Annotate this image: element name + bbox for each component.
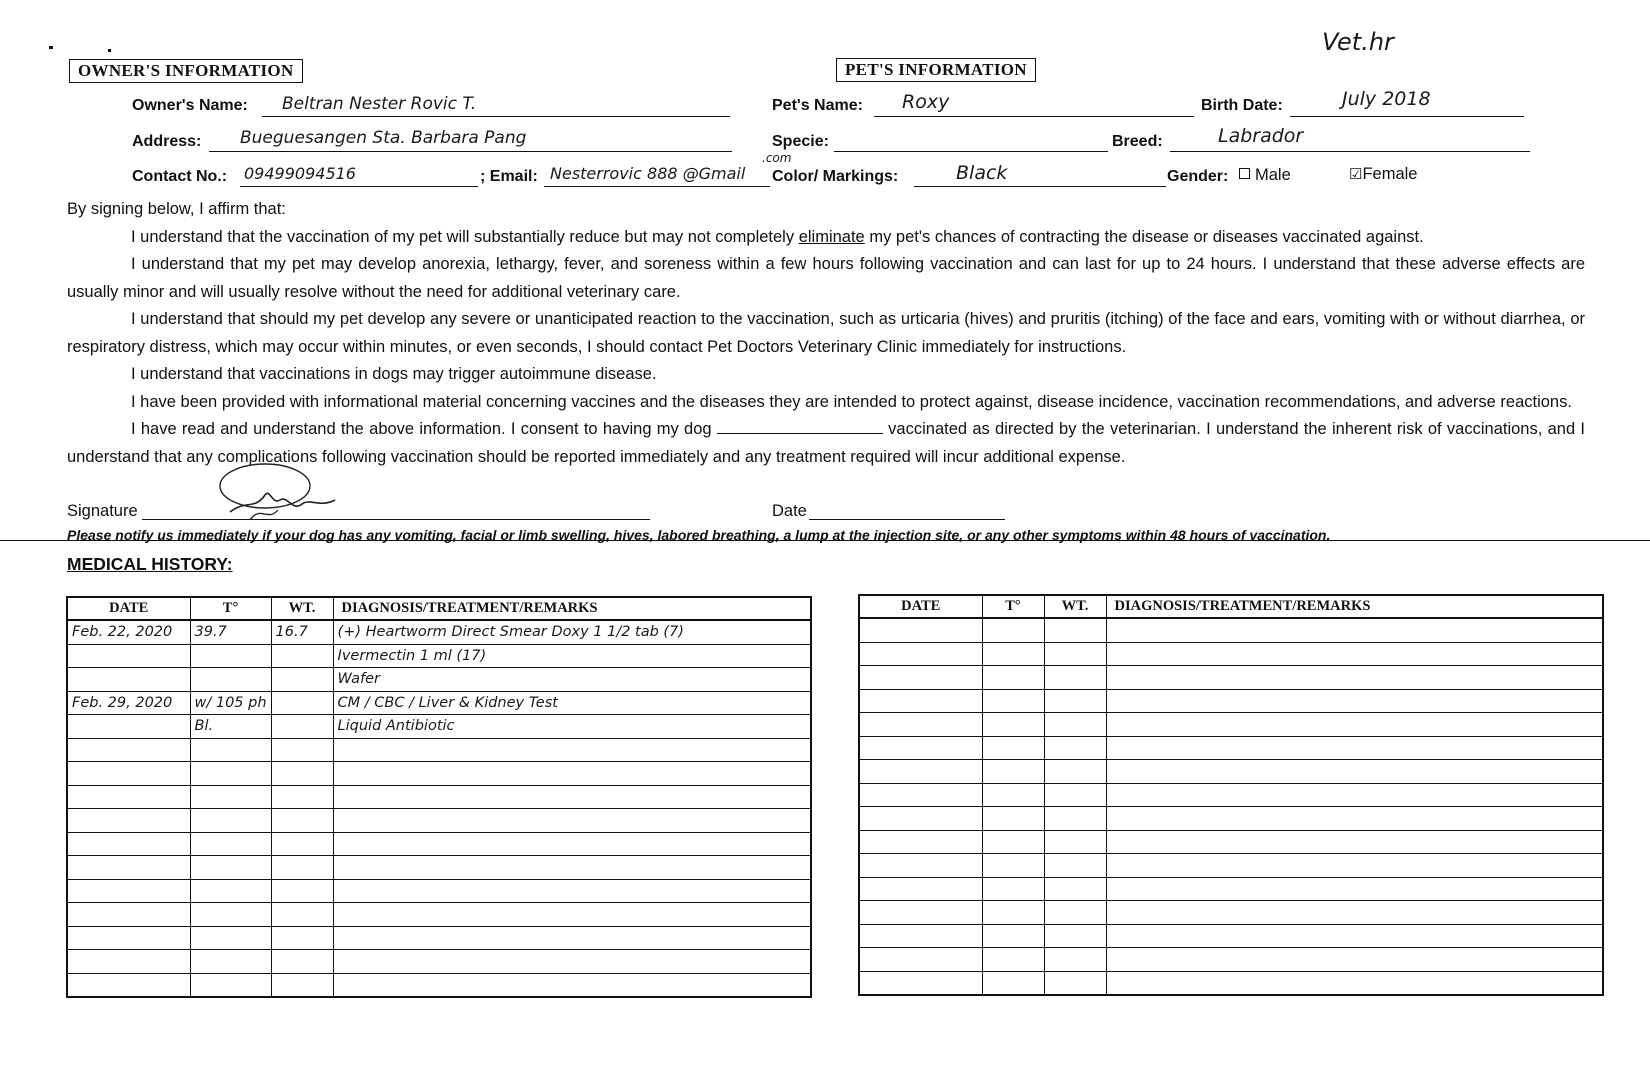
consent-paragraph-1: I understand that the vaccination of my pet will substantially reduce but may not completely eliminate my pet's chances of contracting the disease or diseases vaccinated against. <box>131 227 1424 246</box>
diagnosis-cell[interactable] <box>1106 666 1603 690</box>
col-diagnosis: DIAGNOSIS/TREATMENT/REMARKS <box>1106 595 1603 618</box>
contact-line <box>240 186 478 187</box>
temp-cell[interactable] <box>982 760 1044 784</box>
weight-cell[interactable] <box>271 715 333 739</box>
consent-paragraph-3: I understand that should my pet develop any severe or unanticipated reaction to the vaccination, such as urticaria (hives) and pruritis (itching) of the face and ears, vomiting with or without diarrhea, or respiratory distress, which may occur within minutes, or even seconds, I should contact Pet Doctors Veterinary Clinic immediately for instructions. <box>67 310 1585 356</box>
gender-male-option[interactable] <box>1239 166 1291 185</box>
table-row <box>67 668 811 692</box>
col-weight: WT. <box>1044 595 1106 618</box>
temp-cell[interactable]: 39.7 <box>190 620 271 644</box>
top-note: Vet.hr <box>1322 28 1394 56</box>
diagnosis-cell[interactable] <box>333 809 811 833</box>
diagnosis-cell[interactable] <box>333 926 811 950</box>
temp-cell[interactable] <box>982 736 1044 760</box>
table-row <box>859 666 1603 690</box>
date-cell[interactable] <box>67 809 190 833</box>
diagnosis-cell[interactable] <box>1106 854 1603 878</box>
address-field[interactable]: Bueguesangen Sta. Barbara Pang <box>240 128 527 148</box>
table-row <box>859 783 1603 807</box>
weight-cell[interactable] <box>1044 830 1106 854</box>
date-cell[interactable] <box>859 901 982 925</box>
temp-cell[interactable] <box>982 948 1044 972</box>
temp-cell[interactable] <box>982 830 1044 854</box>
date-cell[interactable] <box>67 832 190 856</box>
date-cell[interactable] <box>859 689 982 713</box>
table-row <box>67 832 811 856</box>
table-row <box>67 856 811 880</box>
birth-date-field[interactable]: July 2018 <box>1342 88 1431 110</box>
temp-cell[interactable] <box>190 668 271 692</box>
owner-name-line <box>262 116 730 117</box>
diagnosis-cell[interactable] <box>333 879 811 903</box>
date-cell[interactable] <box>859 618 982 642</box>
diagnosis-cell[interactable] <box>1106 642 1603 666</box>
table-row <box>859 760 1603 784</box>
date-cell[interactable] <box>859 877 982 901</box>
email-line <box>544 186 770 187</box>
date-cell[interactable] <box>67 644 190 668</box>
diagnosis-cell[interactable] <box>333 832 811 856</box>
diagnosis-cell[interactable] <box>333 973 811 997</box>
weight-cell[interactable] <box>1044 901 1106 925</box>
date-cell[interactable] <box>67 715 190 739</box>
diagnosis-cell[interactable]: Ivermectin 1 ml (17) <box>333 644 811 668</box>
left-table-body <box>67 620 811 997</box>
table-row <box>67 762 811 786</box>
diagnosis-cell[interactable]: (+) Heartworm Direct Smear Doxy 1 1/2 tab (7) <box>333 620 811 644</box>
table-row <box>859 713 1603 737</box>
diagnosis-cell[interactable] <box>1106 760 1603 784</box>
temp-cell[interactable] <box>190 832 271 856</box>
date-cell[interactable] <box>859 666 982 690</box>
gender-male-text: Male <box>1255 166 1291 184</box>
breed-line <box>1170 151 1530 152</box>
diagnosis-cell[interactable] <box>1106 689 1603 713</box>
temp-cell[interactable] <box>190 879 271 903</box>
weight-cell[interactable] <box>1044 807 1106 831</box>
pet-info-title: PET'S INFORMATION <box>836 58 1036 82</box>
diagnosis-cell[interactable] <box>1106 713 1603 737</box>
temp-cell[interactable] <box>982 924 1044 948</box>
date-cell[interactable] <box>859 760 982 784</box>
table-row <box>859 854 1603 878</box>
diagnosis-cell[interactable]: Wafer <box>333 668 811 692</box>
weight-cell[interactable] <box>1044 666 1106 690</box>
date-cell[interactable] <box>859 948 982 972</box>
diagnosis-cell[interactable] <box>1106 948 1603 972</box>
signature-scribble <box>210 460 350 530</box>
right-table-body <box>859 618 1603 995</box>
diagnosis-cell[interactable] <box>1106 877 1603 901</box>
scan-speck <box>49 46 53 49</box>
medical-history-table-right <box>858 594 1604 996</box>
temp-cell[interactable] <box>190 903 271 927</box>
color-markings-line <box>914 186 1166 187</box>
table-row <box>859 901 1603 925</box>
table-row <box>859 689 1603 713</box>
diagnosis-cell[interactable] <box>333 785 811 809</box>
diagnosis-cell[interactable] <box>1106 736 1603 760</box>
table-row <box>859 971 1603 995</box>
table-row <box>67 738 811 762</box>
diagnosis-cell[interactable] <box>333 762 811 786</box>
color-markings-field[interactable]: Black <box>956 162 1008 184</box>
diagnosis-cell[interactable]: Liquid Antibiotic <box>333 715 811 739</box>
table-row <box>859 830 1603 854</box>
date-cell[interactable] <box>859 830 982 854</box>
contact-field[interactable]: 09499094516 <box>244 164 356 183</box>
temp-cell[interactable] <box>982 877 1044 901</box>
gender-label: Gender: <box>1167 168 1229 185</box>
date-cell[interactable] <box>67 668 190 692</box>
temp-cell[interactable] <box>190 738 271 762</box>
dog-name-blank[interactable] <box>717 419 883 434</box>
weight-cell[interactable] <box>271 668 333 692</box>
specie-line <box>834 151 1108 152</box>
owner-info-title: OWNER'S INFORMATION <box>69 59 303 83</box>
consent-text <box>67 196 1585 471</box>
date-cell[interactable] <box>67 879 190 903</box>
consent-paragraph-4: I understand that vaccinations in dogs may trigger autoimmune disease. <box>131 365 657 383</box>
diagnosis-cell[interactable] <box>1106 901 1603 925</box>
scan-speck <box>108 49 111 52</box>
temp-cell[interactable] <box>982 689 1044 713</box>
weight-cell[interactable] <box>271 738 333 762</box>
date-cell[interactable] <box>859 924 982 948</box>
weight-cell[interactable] <box>271 785 333 809</box>
table-row <box>67 973 811 997</box>
weight-cell[interactable] <box>1044 618 1106 642</box>
table-row <box>859 948 1603 972</box>
table-row <box>67 903 811 927</box>
owner-name-label: Owner's Name: <box>132 97 248 114</box>
weight-cell[interactable] <box>271 879 333 903</box>
weight-cell[interactable] <box>1044 877 1106 901</box>
diagnosis-cell[interactable] <box>1106 783 1603 807</box>
col-date: DATE <box>67 597 190 620</box>
date-cell[interactable] <box>67 856 190 880</box>
birth-date-line <box>1290 116 1524 117</box>
weight-cell[interactable] <box>271 950 333 974</box>
owner-name-field[interactable]: Beltran Nester Rovic T. <box>282 94 477 114</box>
address-label: Address: <box>132 133 202 150</box>
diagnosis-cell[interactable] <box>1106 618 1603 642</box>
table-row <box>67 785 811 809</box>
email-field[interactable]: Nesterrovic 888 @Gmail <box>550 164 746 183</box>
email-label: ; Email: <box>480 168 538 185</box>
diagnosis-cell[interactable] <box>333 950 811 974</box>
diagnosis-cell[interactable] <box>333 856 811 880</box>
gender-female-checkbox[interactable]: ☑ <box>1349 166 1363 183</box>
weight-cell[interactable] <box>271 762 333 786</box>
date-cell[interactable] <box>859 971 982 995</box>
temp-cell[interactable]: w/ 105 ph <box>190 691 271 715</box>
temp-cell[interactable] <box>982 618 1044 642</box>
email-suffix: .com <box>762 151 792 165</box>
temp-cell[interactable] <box>190 809 271 833</box>
diagnosis-cell[interactable] <box>333 738 811 762</box>
medical-history-title: MEDICAL HISTORY: <box>67 554 233 574</box>
temp-cell[interactable]: Bl. <box>190 715 271 739</box>
weight-cell[interactable] <box>271 926 333 950</box>
date-cell[interactable] <box>67 785 190 809</box>
diagnosis-cell[interactable]: CM / CBC / Liver & Kidney Test <box>333 691 811 715</box>
date-cell[interactable] <box>67 950 190 974</box>
weight-cell[interactable] <box>1044 783 1106 807</box>
temp-cell[interactable] <box>982 713 1044 737</box>
weight-cell[interactable] <box>1044 924 1106 948</box>
consent-intro: By signing below, I affirm that: <box>67 200 286 218</box>
table-row <box>67 950 811 974</box>
weight-cell[interactable] <box>271 691 333 715</box>
table-row <box>67 691 811 715</box>
consent-paragraph-6: I have read and understand the above information. I consent to having my dog vaccinated as directed by the veterinarian. I understand the inherent risk of vaccinations, and I understand that any complications following vaccination should be reported immediately and any treatment required will incur additional expense. <box>67 420 1585 466</box>
date-cell[interactable] <box>67 762 190 786</box>
table-row <box>859 807 1603 831</box>
col-weight: WT. <box>271 597 333 620</box>
breed-label: Breed: <box>1112 133 1163 150</box>
date-cell[interactable] <box>67 926 190 950</box>
diagnosis-cell[interactable] <box>333 903 811 927</box>
birth-date-label: Birth Date: <box>1201 97 1283 114</box>
temp-cell[interactable] <box>190 644 271 668</box>
temp-cell[interactable] <box>190 785 271 809</box>
weight-cell[interactable] <box>271 644 333 668</box>
date-cell[interactable]: Feb. 29, 2020 <box>67 691 190 715</box>
table-row <box>67 809 811 833</box>
col-temp: T° <box>190 597 271 620</box>
weight-cell[interactable] <box>271 809 333 833</box>
temp-cell[interactable] <box>982 971 1044 995</box>
pet-name-line <box>874 116 1194 117</box>
diagnosis-cell[interactable] <box>1106 807 1603 831</box>
table-row <box>859 924 1603 948</box>
temp-cell[interactable] <box>982 854 1044 878</box>
date-cell[interactable] <box>859 807 982 831</box>
table-row <box>67 879 811 903</box>
weight-cell[interactable] <box>1044 642 1106 666</box>
date-cell[interactable] <box>859 736 982 760</box>
weight-cell[interactable] <box>1044 971 1106 995</box>
temp-cell[interactable] <box>190 973 271 997</box>
weight-cell[interactable] <box>1044 713 1106 737</box>
temp-cell[interactable] <box>190 950 271 974</box>
gender-female-text: Female <box>1362 165 1418 183</box>
date-cell[interactable] <box>67 973 190 997</box>
notice-text: Please notify us immediately if your dog has any vomiting, facial or limb swelling, hives, labored breathing, a lump at the injection site, or any other symptoms within 48 hours of vaccination. <box>67 527 1331 543</box>
consent-paragraph-2: I understand that my pet may develop anorexia, lethargy, fever, and soreness within a few hours following vaccination and can last for up to 24 hours. I understand that these adverse effects are usually minor and will usually resolve without the need for additional veterinary care. <box>67 255 1585 301</box>
weight-cell[interactable] <box>1044 854 1106 878</box>
medical-history-table-left <box>66 596 812 998</box>
specie-label: Specie: <box>772 133 829 150</box>
weight-cell[interactable] <box>271 832 333 856</box>
weight-cell[interactable] <box>271 856 333 880</box>
temp-cell[interactable] <box>982 901 1044 925</box>
table-row <box>859 618 1603 642</box>
date-line[interactable] <box>809 519 1005 520</box>
weight-cell[interactable] <box>1044 760 1106 784</box>
weight-cell[interactable] <box>1044 948 1106 972</box>
date-cell[interactable] <box>859 713 982 737</box>
contact-label: Contact No.: <box>132 168 228 185</box>
table-row <box>67 926 811 950</box>
temp-cell[interactable] <box>982 807 1044 831</box>
table-row <box>859 642 1603 666</box>
breed-field[interactable]: Labrador <box>1218 125 1304 147</box>
table-row <box>67 715 811 739</box>
temp-cell[interactable] <box>190 856 271 880</box>
temp-cell[interactable] <box>982 783 1044 807</box>
date-cell[interactable]: Feb. 22, 2020 <box>67 620 190 644</box>
diagnosis-cell[interactable] <box>1106 971 1603 995</box>
diagnosis-cell[interactable] <box>1106 830 1603 854</box>
weight-cell[interactable] <box>1044 736 1106 760</box>
date-cell[interactable] <box>67 738 190 762</box>
date-cell[interactable] <box>67 903 190 927</box>
table-row <box>67 620 811 644</box>
signature-label: Signature <box>67 502 138 520</box>
date-cell[interactable] <box>859 854 982 878</box>
table-row <box>859 736 1603 760</box>
weight-cell[interactable] <box>271 973 333 997</box>
color-markings-label: Color/ Markings: <box>772 168 899 185</box>
date-label: Date <box>772 502 807 520</box>
date-cell[interactable] <box>859 642 982 666</box>
temp-cell[interactable] <box>982 666 1044 690</box>
col-date: DATE <box>859 595 982 618</box>
table-header-row <box>859 595 1603 618</box>
weight-cell[interactable] <box>1044 689 1106 713</box>
diagnosis-cell[interactable] <box>1106 924 1603 948</box>
temp-cell[interactable] <box>190 926 271 950</box>
address-line <box>209 151 732 152</box>
gender-male-checkbox[interactable] <box>1239 168 1250 179</box>
consent-paragraph-5: I have been provided with informational material concerning vaccines and the diseases they are intended to protect against, disease incidence, vaccination recommendations, and adverse reactions. <box>131 392 1572 411</box>
temp-cell[interactable] <box>190 762 271 786</box>
weight-cell[interactable] <box>271 903 333 927</box>
table-row <box>67 644 811 668</box>
table-header-row <box>67 597 811 620</box>
pet-name-label: Pet's Name: <box>772 97 863 114</box>
pet-name-field[interactable]: Roxy <box>902 91 950 113</box>
col-temp: T° <box>982 595 1044 618</box>
weight-cell[interactable]: 16.7 <box>271 620 333 644</box>
date-cell[interactable] <box>859 783 982 807</box>
table-row <box>859 877 1603 901</box>
temp-cell[interactable] <box>982 642 1044 666</box>
gender-female-option[interactable] <box>1349 165 1417 184</box>
col-diagnosis: DIAGNOSIS/TREATMENT/REMARKS <box>333 597 811 620</box>
